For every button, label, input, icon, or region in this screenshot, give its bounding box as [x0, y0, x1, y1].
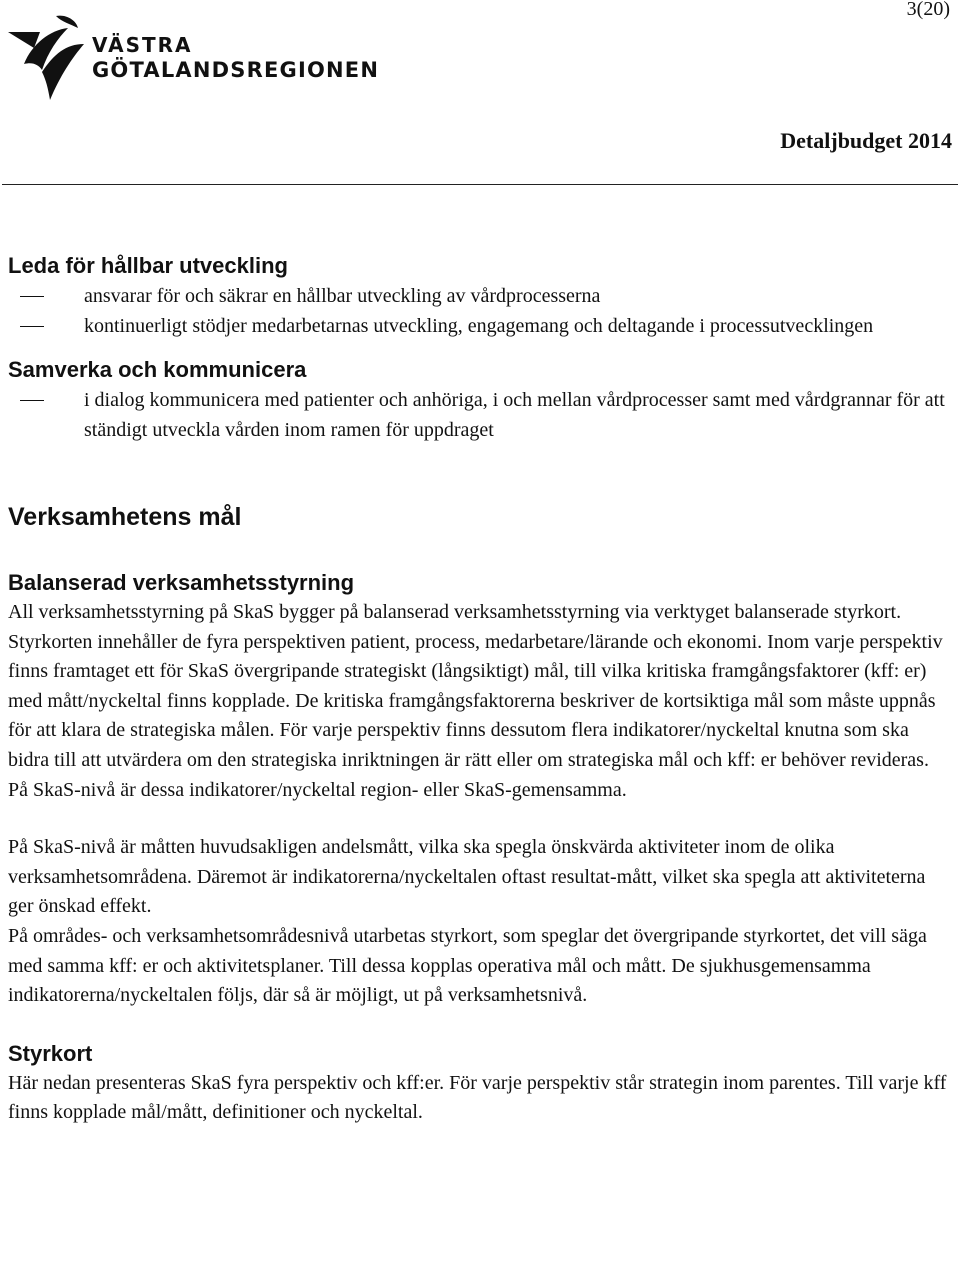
list-item: ansvarar för och säkrar en hållbar utveckling av vårdprocesserna: [8, 281, 950, 311]
logo-line-gotalandsregionen: GÖTALANDSREGIONEN: [92, 58, 380, 82]
section-heading: Balanserad verksamhetsstyrning: [8, 570, 355, 595]
bullet-list: [8, 385, 950, 445]
header-divider: [2, 184, 958, 185]
section-heading-verksamhetens-mal: Verksamhetens mål: [8, 503, 242, 531]
section-heading: Leda för hållbar utveckling: [8, 253, 288, 278]
logo-wordmark: [92, 33, 379, 83]
paragraph: All verksamhetsstyrning på SkaS bygger på balanserad verksamhetsstyrning via verktyget balanserade styrkort. Styrkorten innehåller de fyra perspektiven patient, process, medarbetare/lärande och ekonomi. Inom varje perspektiv finns framtaget ett för SkaS övergripande strategiskt (långsiktigt) mål, till vilka kritiska framgångsfaktorer (kff: er) med mått/nyckeltal finns kopplade. De kritiska framgångsfaktorerna beskriver de kortsiktiga mål som måste uppnås för att klara de strategiska målen. För varje perspektiv finns dessutom flera indikatorer/nyckeltal knutna som ska bidra till att utvärdera om den strategiska inriktningen är rätt eller om strategiska mål och kff: er behöver revideras. På SkaS-nivå är dessa indikatorer/nyckeltal region- eller SkaS-gemensamma.: [8, 601, 943, 801]
list-item: i dialog kommunicera med patienter och anhöriga, i och mellan vårdprocesser samt med vårdgrannar för att ständigt utveckla vården inom ramen för uppdraget: [8, 385, 950, 445]
paragraph: På områdes- och verksamhetsområdesnivå utarbetas styrkort, som speglar det övergripande styrkortet, det vill säga med samma kff: er och aktivitetsplaner. Till dessa kopplas operativa mål och mått. De sjukhusgemensamma indikatorerna/nyckeltalen följs, där så är möjligt, ut på verksamhetsnivå.: [8, 924, 927, 1007]
section-balanserad: [8, 568, 950, 1011]
logo-line-vastra: VÄSTRA: [92, 33, 193, 57]
paragraph: På SkaS-nivå är måtten huvudsakligen andelsmått, vilka ska spegla önskvärda aktiviteter inom de olika verksamhetsområdena. Däremot är indikatorerna/nyckeltalen oftast resultat-mått, vilket ska spegla att aktiviteterna ger önskad effekt.: [8, 836, 926, 918]
document-body: [8, 251, 950, 1128]
list-item: kontinuerligt stödjer medarbetarnas utveckling, engagemang och deltagande i processutvecklingen: [8, 311, 950, 341]
section-samverka: [8, 355, 950, 445]
vgr-emblem-icon: [6, 14, 86, 104]
section-leda: [8, 251, 950, 341]
paragraph: Här nedan presenteras SkaS fyra perspektiv och kff:er. För varje perspektiv står strategin inom parentes. Till varje kff finns kopplade mål/mått, definitioner och nyckeltal.: [8, 1071, 947, 1124]
section-styrkort: [8, 1039, 950, 1128]
section-heading: Samverka och kommunicera: [8, 357, 307, 382]
document-title: Detaljbudget 2014: [780, 128, 952, 153]
vgr-logo: [6, 14, 379, 104]
page-number: 3(20): [906, 0, 950, 20]
section-heading: Styrkort: [8, 1040, 93, 1066]
bullet-list: [8, 281, 950, 341]
